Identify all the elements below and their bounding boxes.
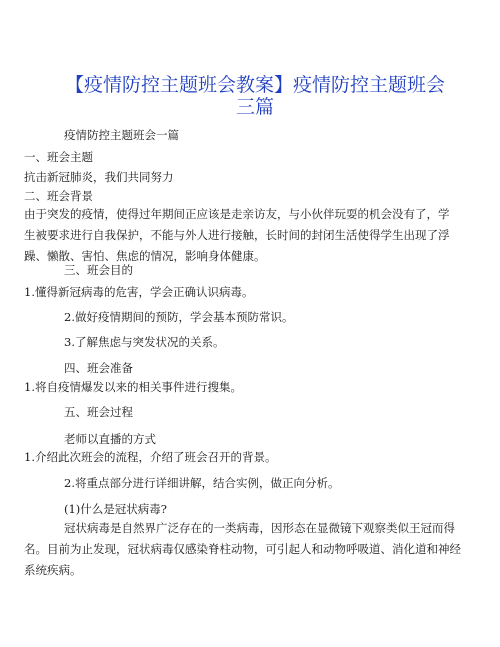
process-item-1: 1.介绍此次班会的流程，介绍了班会召开的背景。	[24, 450, 277, 464]
goal-item-3: 3.了解焦虑与突发状况的关系。	[64, 335, 225, 349]
theme-text: 抗击新冠肺炎，我们共同努力	[24, 170, 174, 184]
process-intro: 老师以直播的方式	[64, 432, 156, 446]
background-paragraph: 由于突发的疫情，使得过年期间正应该是走亲访友，与小伙伴玩耍的机会没有了，学生被要求进行自我保护，不能与外人进行接触，长时间的封闭生活使得学生出现了浮躁、懒散、害怕、焦虑的情况，影响身体健康。	[24, 207, 450, 263]
title-line-1: 【疫情防控主题班会教案】疫情防控主题班会	[64, 74, 445, 96]
section-heading-2: 二、班会背景	[24, 189, 93, 203]
question-1: (1)什么是冠状病毒?	[64, 502, 167, 516]
subtitle-line: 疫情防控主题班会一篇	[64, 128, 179, 142]
title-line-2: 三篇	[235, 96, 274, 118]
section-heading-1: 一、班会主题	[24, 150, 93, 164]
goal-item-2: 2.做好疫情期间的预防，学会基本预防常识。	[64, 310, 294, 324]
process-item-2: 2.将重点部分进行详细讲解，结合实例，做正向分析。	[64, 476, 340, 490]
prep-item-1: 1.将自疫情爆发以来的相关事件进行搜集。	[24, 380, 242, 394]
section-heading-3: 三、班会目的	[64, 263, 133, 277]
section-heading-4: 四、班会准备	[64, 361, 133, 375]
document-title	[40, 74, 470, 118]
goal-item-1: 1.懂得新冠病毒的危害，学会正确认识病毒。	[24, 285, 254, 299]
virus-paragraph: 冠状病毒是自然界广泛存在的一类病毒，因形态在显微镜下观察类似王冠而得名。目前为止发现，冠状病毒仅感染脊柱动物，可引起人和动物呼吸道、消化道和神经系统疾病。	[24, 521, 461, 577]
section-heading-5: 五、班会过程	[64, 405, 133, 419]
